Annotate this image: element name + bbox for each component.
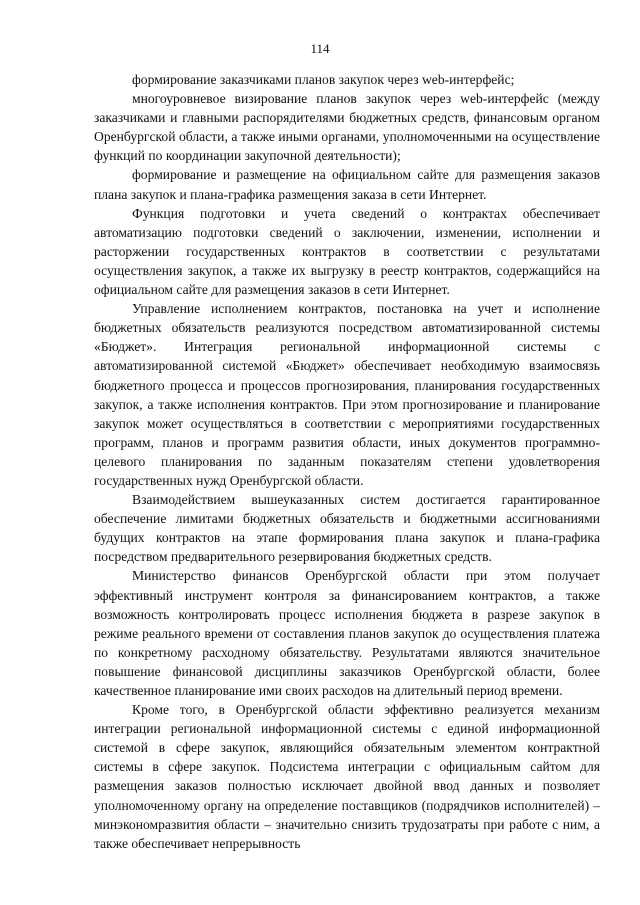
paragraph-plan-publication: формирование и размещение на официальном сайте для размещения заказов плана закупок и плана-графика размещения заказа в сети Интернет. xyxy=(94,167,600,202)
paragraph-budget-integration: Управление исполнением контрактов, постановка на учет и исполнение бюджетных обязательств реализуются посредством автоматизированной системы «Бюджет». Интеграция региональной информационной системы с автоматизированной системой «Бюджет» обеспечивает необходимую взаимосвязь бюджетного процесса и процессов прогнозирования, планирования государственных закупок, а также исполнения контрактов. При этом прогнозирование и планирование закупок может осуществляться в соответствии с мероприятиями государственных программ, планов и программ развития области, иных документов программно-целевого планирования по заданным показателям степени удовлетворения государственных нужд Оренбургской области. xyxy=(94,301,600,488)
paragraph-multilevel-approval: многоуровневое визирование планов закупок через web-интерфейс (между заказчиками и главными распорядителями бюджетных средств, финансовым органом Оренбургской области, а также иными органами, уполномоченными на осуществление функций по координации закупочной деятельности); xyxy=(94,91,600,164)
body-text xyxy=(94,70,600,853)
paragraph-finance-ministry: Министерство финансов Оренбургской области при этом получает эффективный инструмент контроля за финансированием контрактов, а также возможность контролировать процесс исполнения бюджета в разрезе закупок в режиме реального времени от составления планов закупок до осуществления платежа по конкретному расходному обязательству. Результатами являются значительное повышение финансовой дисциплины заказчиков Оренбургской области, более качественное планирование ими своих расходов на длительный период времени. xyxy=(94,568,600,698)
page-number: 114 xyxy=(310,41,330,56)
paragraph-web-plans: формирование заказчиками планов закупок через web-интерфейс; xyxy=(132,72,515,87)
paragraph-contract-records: Функция подготовки и учета сведений о контрактах обеспечивает автоматизацию подготовки сведений о заключении, изменении, исполнении и расторжении государственных контрактов в соответствии с результатами осуществления закупок, а также их выгрузку в реестр контрактов, содержащийся на официальном сайте для размещения заказов в сети Интернет. xyxy=(94,205,600,298)
paragraph-budget-limits: Взаимодействием вышеуказанных систем достигается гарантированное обеспечение лимитами бюджетных обязательств и бюджетными ассигнованиями будущих контрактов на этапе формирования плана закупок и плана-графика посредством предварительного резервирования бюджетных средств. xyxy=(94,492,600,565)
paragraph-unified-system: Кроме того, в Оренбургской области эффективно реализуется механизм интеграции региональной информационной системы с единой информационной системой в сфере закупок, являющийся обязательным элементом контрактной системы в сфере закупок. Подсистема интеграции с официальным сайтом для размещения заказов полностью исключает двойной ввод данных и позволяет уполномоченному органу на определение поставщиков (подрядчиков исполнителей) – минэкономразвития области – значительно снизить трудозатраты при работе с ним, а также обеспечивает непрерывность xyxy=(94,702,600,851)
